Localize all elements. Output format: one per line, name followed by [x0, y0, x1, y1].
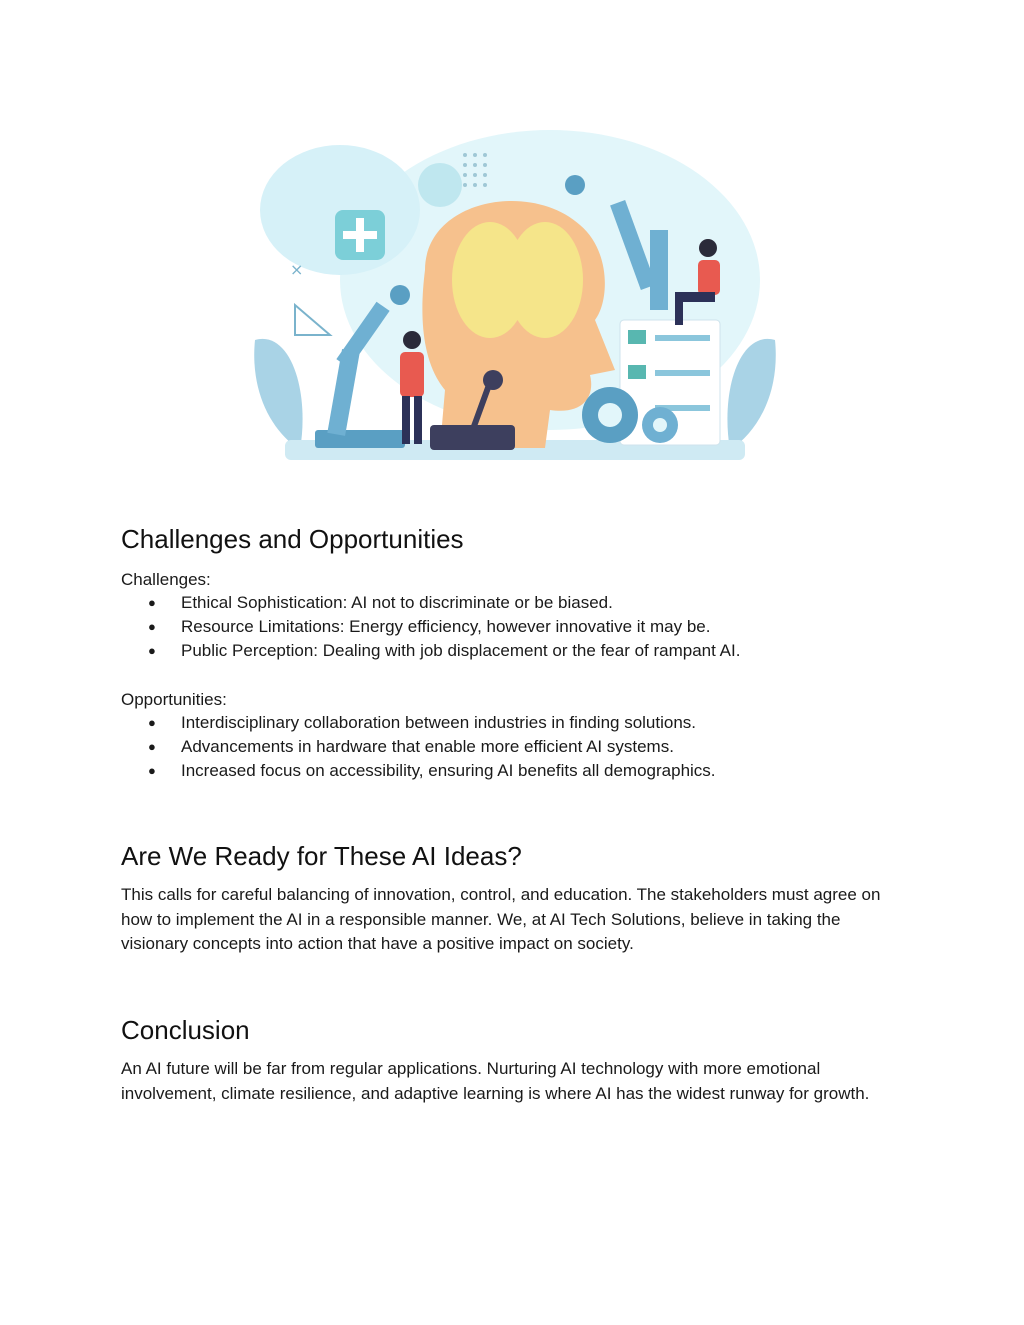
opportunities-list	[121, 711, 716, 783]
list-item: ● Advancements in hardware that enable more efficient AI systems.	[121, 735, 716, 759]
list-item: ● Resource Limitations: Energy efficiency, however innovative it may be.	[121, 615, 740, 639]
bullet-icon: ●	[148, 739, 156, 754]
section-title-conclusion: Conclusion	[121, 1015, 250, 1045]
bullet-icon: ●	[148, 643, 156, 658]
list-item: ● Increased focus on accessibility, ensuring AI benefits all demographics.	[121, 759, 716, 783]
ready-paragraph: This calls for careful balancing of innovation, control, and education. The stakeholders must agree on how to implement the AI in a responsible manner. We, at AI Tech Solutions, believe in taking the visionary concepts into action that have a positive impact on society.	[121, 885, 881, 953]
section-title-ready: Are We Ready for These AI Ideas?	[121, 841, 522, 871]
svg-text:×: ×	[290, 260, 304, 279]
opportunities-label: Opportunities:	[121, 690, 227, 709]
bullet-icon: ●	[148, 763, 156, 778]
list-item: ● Public Perception: Dealing with job displacement or the fear of rampant AI.	[121, 639, 740, 663]
bullet-icon: ●	[148, 619, 156, 634]
challenges-label: Challenges:	[121, 570, 211, 589]
list-item: ● Ethical Sophistication: AI not to discriminate or be biased.	[121, 591, 740, 615]
ai-illustration	[250, 130, 780, 470]
bullet-icon: ●	[148, 595, 156, 610]
brain-robot-illustration-icon	[250, 130, 780, 470]
bullet-icon: ●	[148, 715, 156, 730]
challenges-list	[121, 591, 740, 663]
section-title-challenges-opportunities: Challenges and Opportunities	[121, 524, 464, 554]
list-item: ● Interdisciplinary collaboration between industries in finding solutions.	[121, 711, 716, 735]
conclusion-paragraph: An AI future will be far from regular applications. Nurturing AI technology with more emotional involvement, climate resilience, and adaptive learning is where AI has the widest runway for growth.	[121, 1059, 870, 1103]
